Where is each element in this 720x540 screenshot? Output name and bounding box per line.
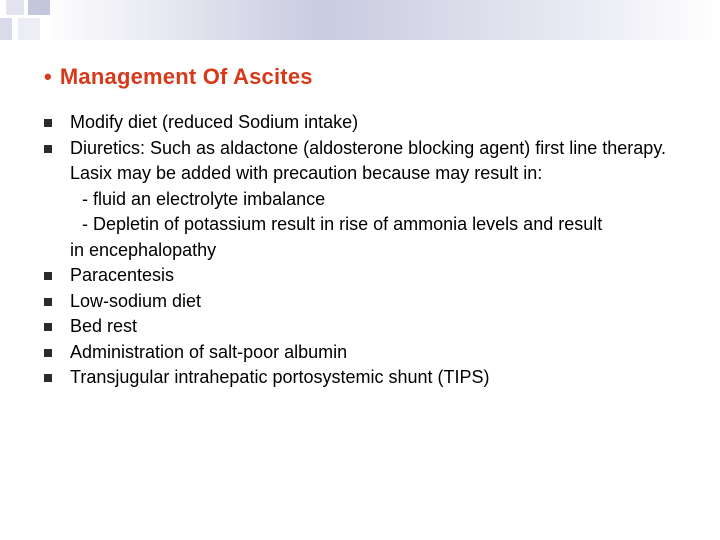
- square-bullet-icon: [44, 119, 52, 127]
- item-text: Modify diet (reduced Sodium intake): [70, 112, 359, 132]
- decorative-square: [18, 18, 40, 40]
- item-text: Paracentesis: [70, 265, 175, 285]
- title-text: Management Of Ascites: [59, 64, 313, 89]
- item-text: Bed rest: [70, 316, 138, 336]
- decorative-square: [0, 18, 12, 40]
- item-text: Transjugular intrahepatic portosystemic shunt (TIPS): [70, 367, 490, 387]
- item-text: Administration of salt-poor albumin: [70, 341, 348, 362]
- sub-item-text: - fluid an electrolyte imbalance: [82, 188, 326, 209]
- item-text-continuation: in encephalopathy: [70, 239, 217, 260]
- list-item: [44, 340, 694, 366]
- square-bullet-icon: [44, 374, 52, 382]
- slide-title: [44, 64, 313, 90]
- square-bullet-icon: [44, 323, 52, 331]
- list-item: [44, 136, 694, 264]
- item-text: Diuretics: Such as aldactone (aldosterone blocking agent) first line therapy. Lasix may be added with precaution because may result in:: [70, 137, 666, 183]
- title-bullet: •: [44, 64, 52, 89]
- list-item: [44, 365, 694, 391]
- list-item: [44, 110, 694, 136]
- square-bullet-icon: [44, 349, 52, 357]
- header-band: [0, 0, 720, 40]
- list-item: [44, 314, 694, 340]
- bullet-list: [44, 110, 694, 391]
- sub-item-text: - Depletin of potassium result in rise of ammonia levels and result: [82, 214, 603, 234]
- list-item: [44, 263, 694, 289]
- square-bullet-icon: [44, 298, 52, 306]
- decorative-square: [28, 0, 50, 15]
- list-item: [44, 289, 694, 315]
- square-bullet-icon: [44, 145, 52, 153]
- square-bullet-icon: [44, 272, 52, 280]
- item-text: Low-sodium diet: [70, 290, 202, 311]
- decorative-square: [6, 0, 24, 15]
